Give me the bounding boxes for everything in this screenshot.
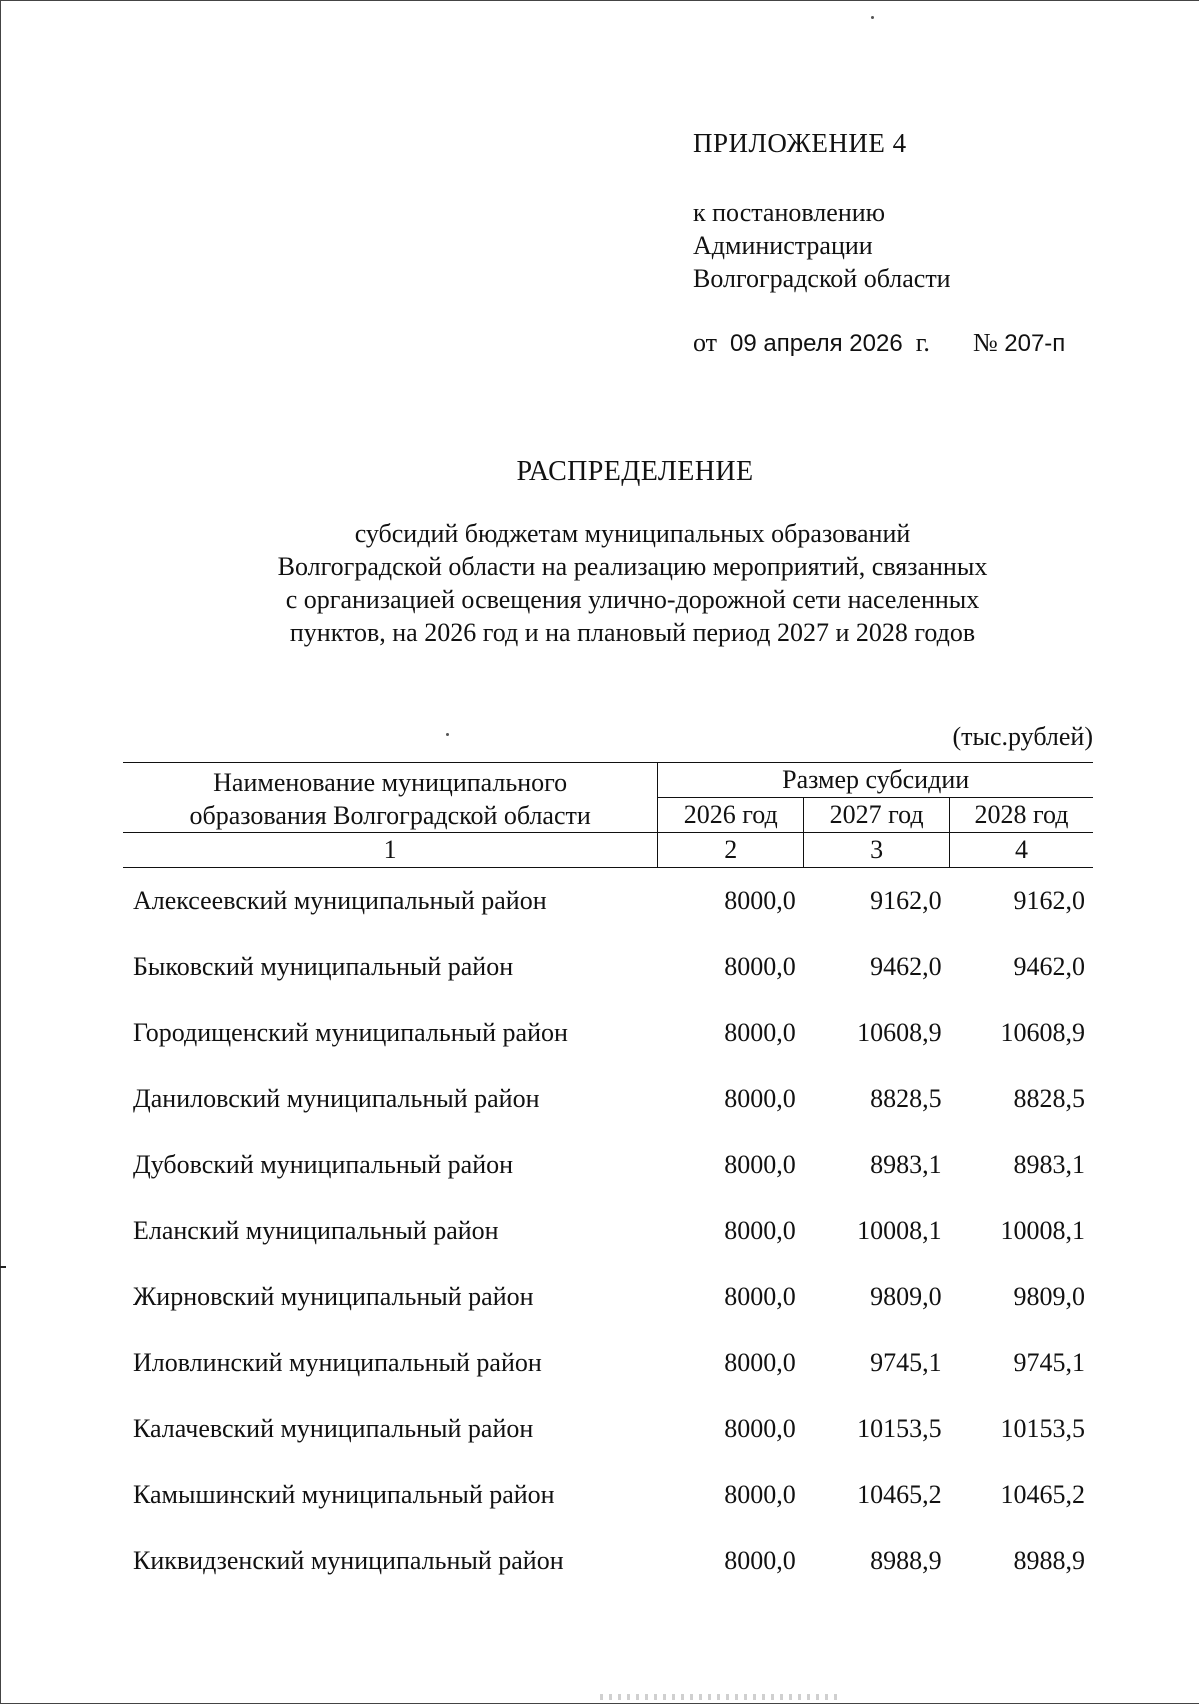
district-name: Городищенский муниципальный район <box>133 1018 568 1047</box>
subsidy-2026: 8000,0 <box>724 952 796 981</box>
scan-speck <box>446 733 449 736</box>
subtitle-line: пунктов, на 2026 год и на плановый период 2027 и 2028 годов <box>289 618 976 647</box>
table-row <box>123 1330 1093 1396</box>
date-suffix: г. <box>915 328 930 357</box>
subsidy-2028: 10008,1 <box>1000 1216 1085 1245</box>
subsidy-2026: 8000,0 <box>724 1216 796 1245</box>
resolution-line: Администрации <box>693 231 873 260</box>
scan-speck <box>871 16 874 19</box>
subtitle-line: с организацией освещения улично-дорожной сети населенных <box>285 585 980 614</box>
column-header-name <box>123 763 658 833</box>
subsidy-2028: 10465,2 <box>1000 1480 1085 1509</box>
district-name: Дубовский муниципальный район <box>133 1150 514 1179</box>
number-label: № <box>972 328 998 357</box>
subsidy-2027: 8988,9 <box>870 1546 942 1575</box>
subsidy-2026: 8000,0 <box>724 1282 796 1311</box>
subsidy-table <box>123 762 1093 1594</box>
document-subtitle <box>150 517 1115 649</box>
column-header-2027: 2027 год <box>804 798 950 833</box>
column-header-2026: 2026 год <box>658 798 804 833</box>
subsidy-2026: 8000,0 <box>724 886 796 915</box>
scan-footer-artifact <box>600 1694 840 1700</box>
district-name: Алексеевский муниципальный район <box>133 886 547 915</box>
subsidy-2026: 8000,0 <box>724 1018 796 1047</box>
subsidy-2026: 8000,0 <box>724 1480 796 1509</box>
subsidy-2027: 9462,0 <box>870 952 942 981</box>
column-header-2028: 2028 год <box>950 798 1093 833</box>
subsidy-2028: 10153,5 <box>1000 1414 1085 1443</box>
number-value: 207-п <box>1004 330 1066 357</box>
table-row <box>123 1066 1093 1132</box>
district-name: Калачевский муниципальный район <box>133 1414 534 1443</box>
district-name: Иловлинский муниципальный район <box>133 1348 542 1377</box>
subsidy-2028: 9162,0 <box>1013 886 1085 915</box>
table-row <box>123 934 1093 1000</box>
subsidy-2027: 8828,5 <box>870 1084 942 1113</box>
subtitle-line: субсидий бюджетам муниципальных образований <box>354 519 911 548</box>
subsidy-2027: 10008,1 <box>857 1216 942 1245</box>
subsidy-2028: 9809,0 <box>1013 1282 1085 1311</box>
units-label: (тыс.рублей) <box>952 722 1093 751</box>
date-number-line <box>693 326 1065 361</box>
appendix-label: ПРИЛОЖЕНИЕ 4 <box>693 128 907 158</box>
resolution-reference <box>693 196 951 295</box>
subsidy-2027: 10153,5 <box>857 1414 942 1443</box>
column-header-name-line: Наименование муниципального <box>213 768 568 797</box>
column-header-name-line: образования Волгоградской области <box>189 801 591 830</box>
subsidy-2026: 8000,0 <box>724 1084 796 1113</box>
table-row <box>123 1264 1093 1330</box>
table-row <box>123 1462 1093 1528</box>
subsidy-2026: 8000,0 <box>724 1414 796 1443</box>
subsidy-2028: 8988,9 <box>1013 1546 1085 1575</box>
table-row <box>123 1396 1093 1462</box>
district-name: Жирновский муниципальный район <box>133 1282 534 1311</box>
subsidy-2028: 10608,9 <box>1000 1018 1085 1047</box>
subsidy-2028: 9745,1 <box>1013 1348 1085 1377</box>
subsidy-2028: 9462,0 <box>1013 952 1085 981</box>
district-name: Киквидзенский муниципальный район <box>133 1546 564 1575</box>
subsidy-2026: 8000,0 <box>724 1546 796 1575</box>
subtitle-line: Волгоградской области на реализацию мероприятий, связанных <box>277 552 988 581</box>
column-number: 3 <box>804 833 950 868</box>
subsidy-2026: 8000,0 <box>724 1348 796 1377</box>
subsidy-2028: 8983,1 <box>1013 1150 1085 1179</box>
district-name: Камышинский муниципальный район <box>133 1480 555 1509</box>
district-name: Быковский муниципальный район <box>133 952 514 981</box>
subsidy-2026: 8000,0 <box>724 1150 796 1179</box>
table-row <box>123 1528 1093 1594</box>
subsidy-2027: 10608,9 <box>857 1018 942 1047</box>
column-number: 1 <box>123 833 658 868</box>
subsidy-2028: 8828,5 <box>1013 1084 1085 1113</box>
column-group-header: Размер субсидии <box>658 763 1093 798</box>
resolution-line: Волгоградской области <box>693 264 951 293</box>
date-value: 09 апреля 2026 <box>730 330 903 357</box>
column-number: 4 <box>950 833 1093 868</box>
district-name: Еланский муниципальный район <box>133 1216 499 1245</box>
table-row <box>123 1000 1093 1066</box>
resolution-line: к постановлению <box>693 198 886 227</box>
district-name: Даниловский муниципальный район <box>133 1084 540 1113</box>
column-number: 2 <box>658 833 804 868</box>
document-title: РАСПРЕДЕЛЕНИЕ <box>516 456 754 487</box>
scan-margin-mark <box>0 1266 6 1268</box>
subsidy-2027: 9809,0 <box>870 1282 942 1311</box>
subsidy-2027: 10465,2 <box>857 1480 942 1509</box>
subsidy-2027: 9745,1 <box>870 1348 942 1377</box>
table-row <box>123 1198 1093 1264</box>
subsidy-2027: 8983,1 <box>870 1150 942 1179</box>
table-row <box>123 868 1093 935</box>
subsidy-2027: 9162,0 <box>870 886 942 915</box>
date-prefix: от <box>693 328 718 357</box>
table-row <box>123 1132 1093 1198</box>
